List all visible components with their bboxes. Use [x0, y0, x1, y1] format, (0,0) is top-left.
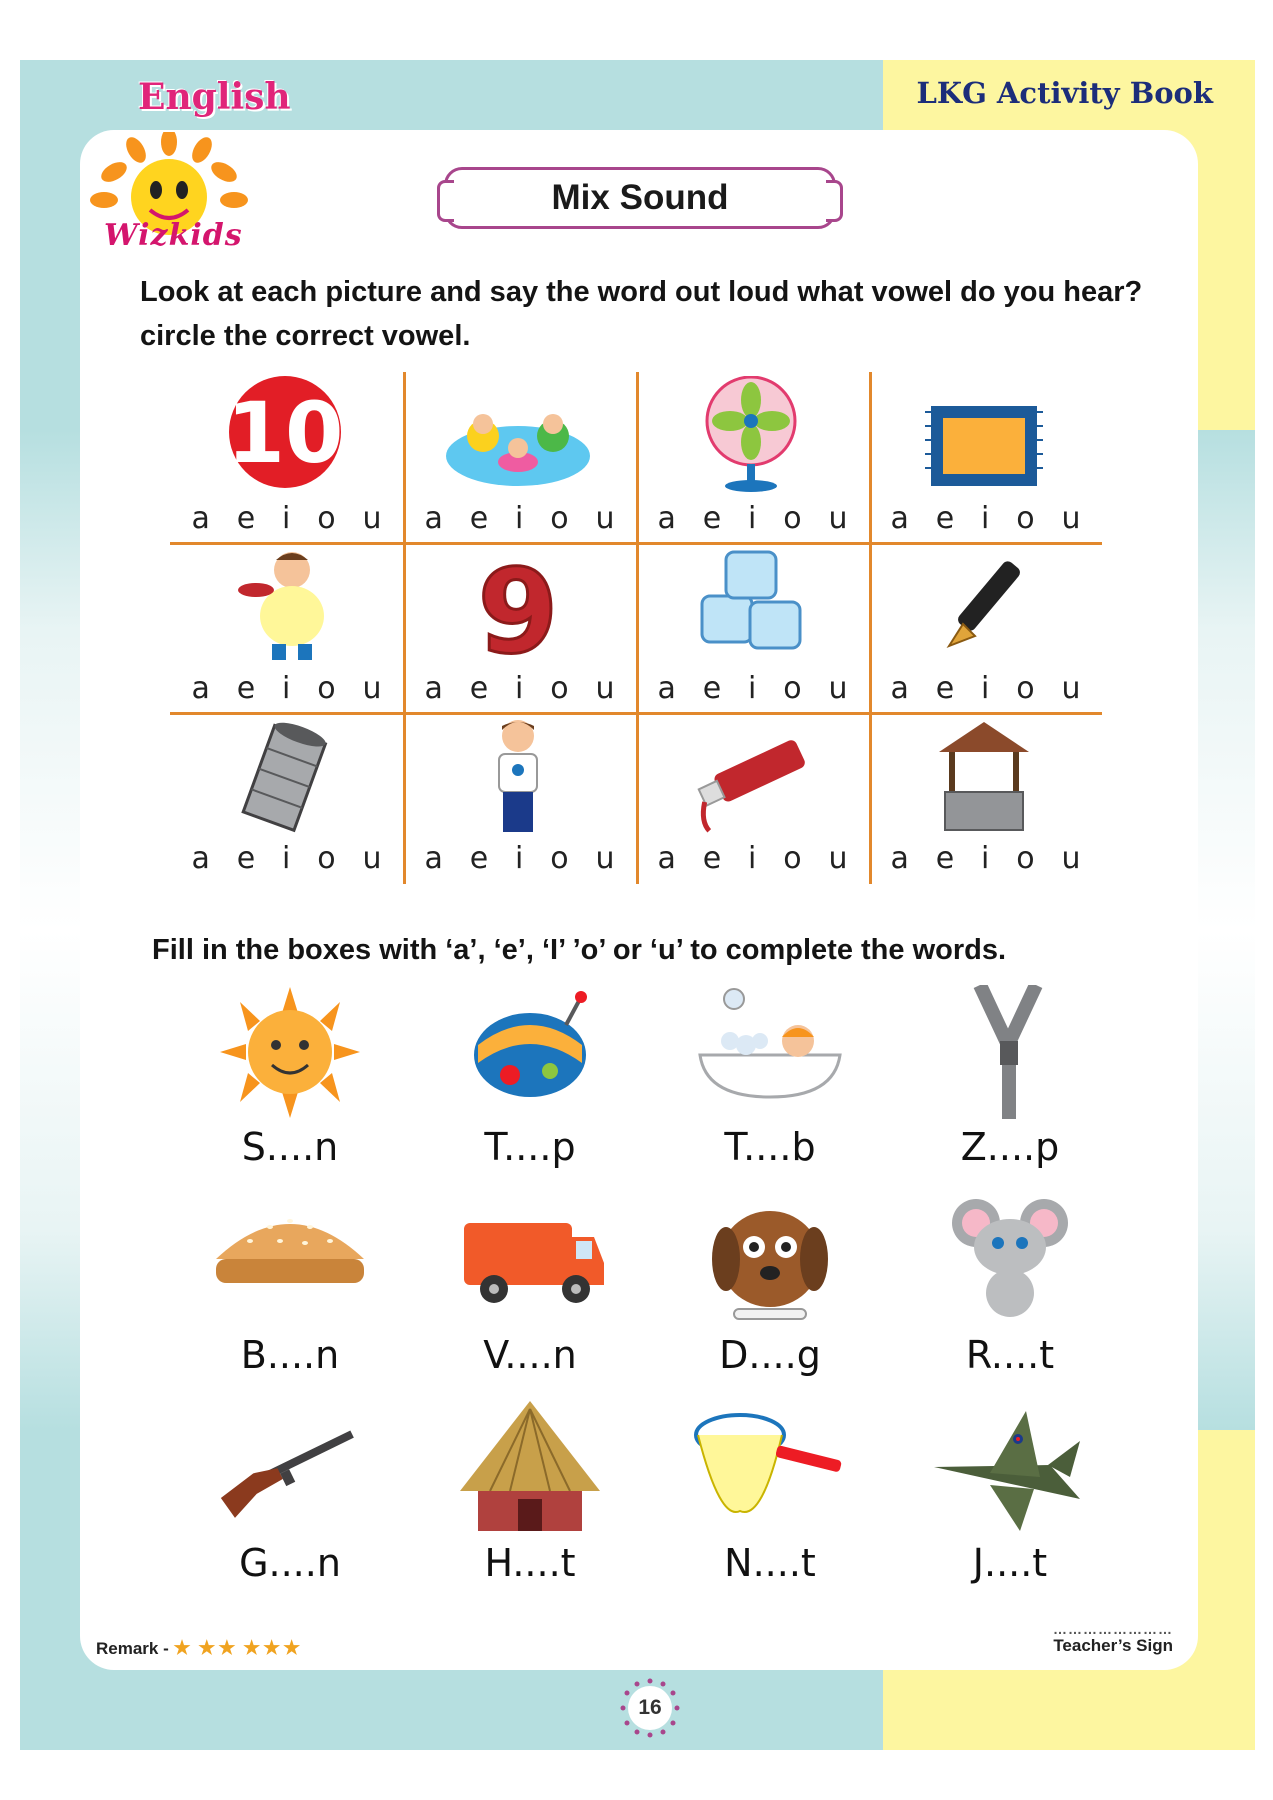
swimming-kids-icon: [443, 376, 593, 494]
vowel-choices: [170, 841, 403, 876]
word-cell: [170, 1193, 410, 1393]
word-cell: [890, 1193, 1130, 1393]
star-rating-2[interactable]: ★★: [198, 1638, 239, 1659]
vowel-option[interactable]: e: [702, 841, 722, 876]
vowel-option[interactable]: i: [282, 671, 291, 706]
vowel-option[interactable]: a: [191, 501, 210, 536]
vowel-option[interactable]: o: [550, 501, 569, 536]
nine-icon: [443, 546, 593, 664]
man-eating-icon: [210, 546, 360, 664]
vowel-option[interactable]: e: [935, 841, 955, 876]
vowel-option[interactable]: a: [657, 671, 676, 706]
vowel-option[interactable]: e: [702, 671, 722, 706]
vowel-option[interactable]: u: [1061, 841, 1081, 876]
teacher-sign-label: Teacher’s Sign: [1053, 1636, 1173, 1655]
vowel-option[interactable]: u: [1061, 671, 1081, 706]
vowel-option[interactable]: a: [890, 501, 909, 536]
incomplete-word[interactable]: B....n: [240, 1333, 340, 1377]
zip-icon: [930, 985, 1090, 1120]
vowel-option[interactable]: u: [1061, 501, 1081, 536]
vowel-option[interactable]: i: [748, 841, 757, 876]
vowel-choices: [636, 841, 869, 876]
vowel-cell: [636, 542, 869, 712]
jet-icon: [930, 1401, 1090, 1536]
gun-icon: [210, 1401, 370, 1536]
vowel-option[interactable]: i: [748, 671, 757, 706]
vowel-choices: [869, 501, 1102, 536]
vowel-option[interactable]: u: [362, 841, 382, 876]
vowel-option[interactable]: u: [362, 501, 382, 536]
subject-label: English: [138, 76, 291, 118]
vowel-option[interactable]: i: [282, 841, 291, 876]
incomplete-word[interactable]: R....t: [965, 1333, 1055, 1377]
vowel-option[interactable]: e: [935, 501, 955, 536]
vowel-option[interactable]: u: [828, 841, 848, 876]
teacher-sign-area: [1053, 1622, 1173, 1656]
svg-text:9: 9: [477, 546, 559, 664]
vowel-option[interactable]: o: [783, 671, 802, 706]
mat-icon: [909, 376, 1059, 494]
word-cell: [410, 1401, 650, 1601]
page-title: Mix Sound: [444, 167, 836, 229]
word-cell: [650, 1401, 890, 1601]
vowel-option[interactable]: a: [890, 841, 909, 876]
vowel-option[interactable]: i: [515, 671, 524, 706]
pen-icon: [909, 546, 1059, 664]
instruction-fill-boxes: Fill in the boxes with ‘a’, ‘e’, ‘I’ ’o’ or ‘u’ to complete the words.: [152, 934, 1007, 966]
vowel-choices: [869, 841, 1102, 876]
incomplete-word[interactable]: H....t: [484, 1541, 576, 1585]
vowel-option[interactable]: i: [282, 501, 291, 536]
vowel-option[interactable]: o: [317, 841, 336, 876]
vowel-cell: [403, 712, 636, 882]
vowel-choices: [869, 671, 1102, 706]
vowel-option[interactable]: u: [595, 841, 615, 876]
vowel-option[interactable]: o: [1016, 671, 1035, 706]
incomplete-word[interactable]: S....n: [241, 1125, 339, 1169]
vowel-option[interactable]: a: [657, 501, 676, 536]
page-number-text: 16: [638, 1696, 662, 1719]
word-cell: [650, 1193, 890, 1393]
word-cell: [650, 985, 890, 1185]
signature-line[interactable]: ……………………: [1053, 1621, 1173, 1637]
dog-icon: [690, 1193, 850, 1328]
instruction-circle-vowel: Look at each picture and say the word out loud what vowel do you hear? circle the correct vowel.: [140, 276, 1143, 352]
vowel-option[interactable]: e: [702, 501, 722, 536]
vowel-option[interactable]: e: [236, 501, 256, 536]
tin-can-icon: [210, 716, 360, 834]
vowel-option[interactable]: o: [1016, 841, 1035, 876]
vowel-option[interactable]: o: [550, 671, 569, 706]
vowel-option[interactable]: e: [469, 501, 489, 536]
vowel-option[interactable]: u: [595, 501, 615, 536]
vowel-option[interactable]: e: [236, 841, 256, 876]
vowel-choices: [170, 501, 403, 536]
vowel-option[interactable]: i: [981, 841, 990, 876]
vowel-option[interactable]: i: [981, 671, 990, 706]
vowel-option[interactable]: o: [550, 841, 569, 876]
book-title: LKG Activity Book: [916, 76, 1213, 110]
vowel-choices: [403, 501, 636, 536]
star-rating-3[interactable]: ★★★: [243, 1638, 304, 1659]
vowel-cell: [636, 712, 869, 882]
vowel-option[interactable]: a: [424, 671, 443, 706]
vowel-option[interactable]: i: [515, 501, 524, 536]
vowel-cell: [403, 542, 636, 712]
vowel-cell: [869, 372, 1102, 542]
vowel-option[interactable]: a: [424, 841, 443, 876]
vowel-choices: [403, 671, 636, 706]
vowel-option[interactable]: u: [362, 671, 382, 706]
word-cell: [410, 985, 650, 1185]
vowel-option[interactable]: i: [748, 501, 757, 536]
fan-icon: [676, 376, 826, 494]
word-cell: [410, 1193, 650, 1393]
vowel-choices: [636, 671, 869, 706]
vowel-option[interactable]: a: [890, 671, 909, 706]
vowel-cell: [170, 372, 403, 542]
vowel-option[interactable]: e: [469, 671, 489, 706]
incomplete-word[interactable]: J....t: [972, 1541, 1048, 1585]
vowel-option[interactable]: a: [191, 671, 210, 706]
vowel-cell: [869, 712, 1102, 882]
wizkids-logo: [84, 132, 254, 267]
vowel-option[interactable]: o: [1016, 501, 1035, 536]
ice-cubes-icon: [676, 546, 826, 664]
vowel-option[interactable]: a: [191, 841, 210, 876]
svg-text:10: 10: [226, 384, 344, 482]
incomplete-word[interactable]: Z....p: [960, 1125, 1060, 1169]
remark: [96, 1637, 303, 1660]
vowel-grid: [170, 372, 1102, 884]
incomplete-word[interactable]: T....b: [724, 1125, 816, 1169]
word-cell: [890, 1401, 1130, 1601]
vowel-option[interactable]: i: [981, 501, 990, 536]
vowel-option[interactable]: u: [828, 501, 848, 536]
net-icon: [690, 1401, 850, 1536]
vowel-option[interactable]: a: [424, 501, 443, 536]
vowel-cell: [403, 372, 636, 542]
vowel-option[interactable]: o: [783, 841, 802, 876]
boy-icon: [443, 716, 593, 834]
vowel-choices: [170, 671, 403, 706]
van-icon: [450, 1193, 610, 1328]
word-cell: [170, 1401, 410, 1601]
word-cell: [890, 985, 1130, 1185]
vowel-cell: [170, 712, 403, 882]
vowel-option[interactable]: o: [317, 501, 336, 536]
star-rating-1[interactable]: ★: [173, 1638, 194, 1659]
remark-label: Remark -: [96, 1639, 169, 1658]
bun-icon: [210, 1193, 370, 1328]
incomplete-word[interactable]: N....t: [724, 1541, 816, 1585]
word-cell: [170, 985, 410, 1185]
incomplete-word[interactable]: V....n: [483, 1333, 577, 1377]
top-icon: [450, 985, 610, 1120]
incomplete-word[interactable]: T....p: [484, 1125, 576, 1169]
vowel-cell: [869, 542, 1102, 712]
vowel-option[interactable]: u: [595, 671, 615, 706]
rat-icon: [930, 1193, 1090, 1328]
incomplete-word[interactable]: G....n: [239, 1541, 341, 1585]
logo-text: Wizkids: [104, 218, 243, 253]
vowel-option[interactable]: e: [469, 841, 489, 876]
vowel-choices: [636, 501, 869, 536]
vowel-option[interactable]: u: [828, 671, 848, 706]
sun-icon: [210, 985, 370, 1120]
vowel-option[interactable]: o: [783, 501, 802, 536]
tube-icon: [676, 716, 826, 834]
page-number: [620, 1678, 680, 1738]
vowel-option[interactable]: o: [317, 671, 336, 706]
well-icon: [909, 716, 1059, 834]
ten-icon: [210, 376, 360, 494]
vowel-cell: [170, 542, 403, 712]
tub-icon: [690, 985, 850, 1120]
vowel-choices: [403, 841, 636, 876]
vowel-option[interactable]: e: [935, 671, 955, 706]
vowel-option[interactable]: i: [515, 841, 524, 876]
vowel-option[interactable]: e: [236, 671, 256, 706]
vowel-option[interactable]: a: [657, 841, 676, 876]
vowel-cell: [636, 372, 869, 542]
hut-icon: [450, 1401, 610, 1536]
incomplete-word[interactable]: D....g: [719, 1333, 821, 1377]
fill-words-grid: [170, 985, 1130, 1605]
